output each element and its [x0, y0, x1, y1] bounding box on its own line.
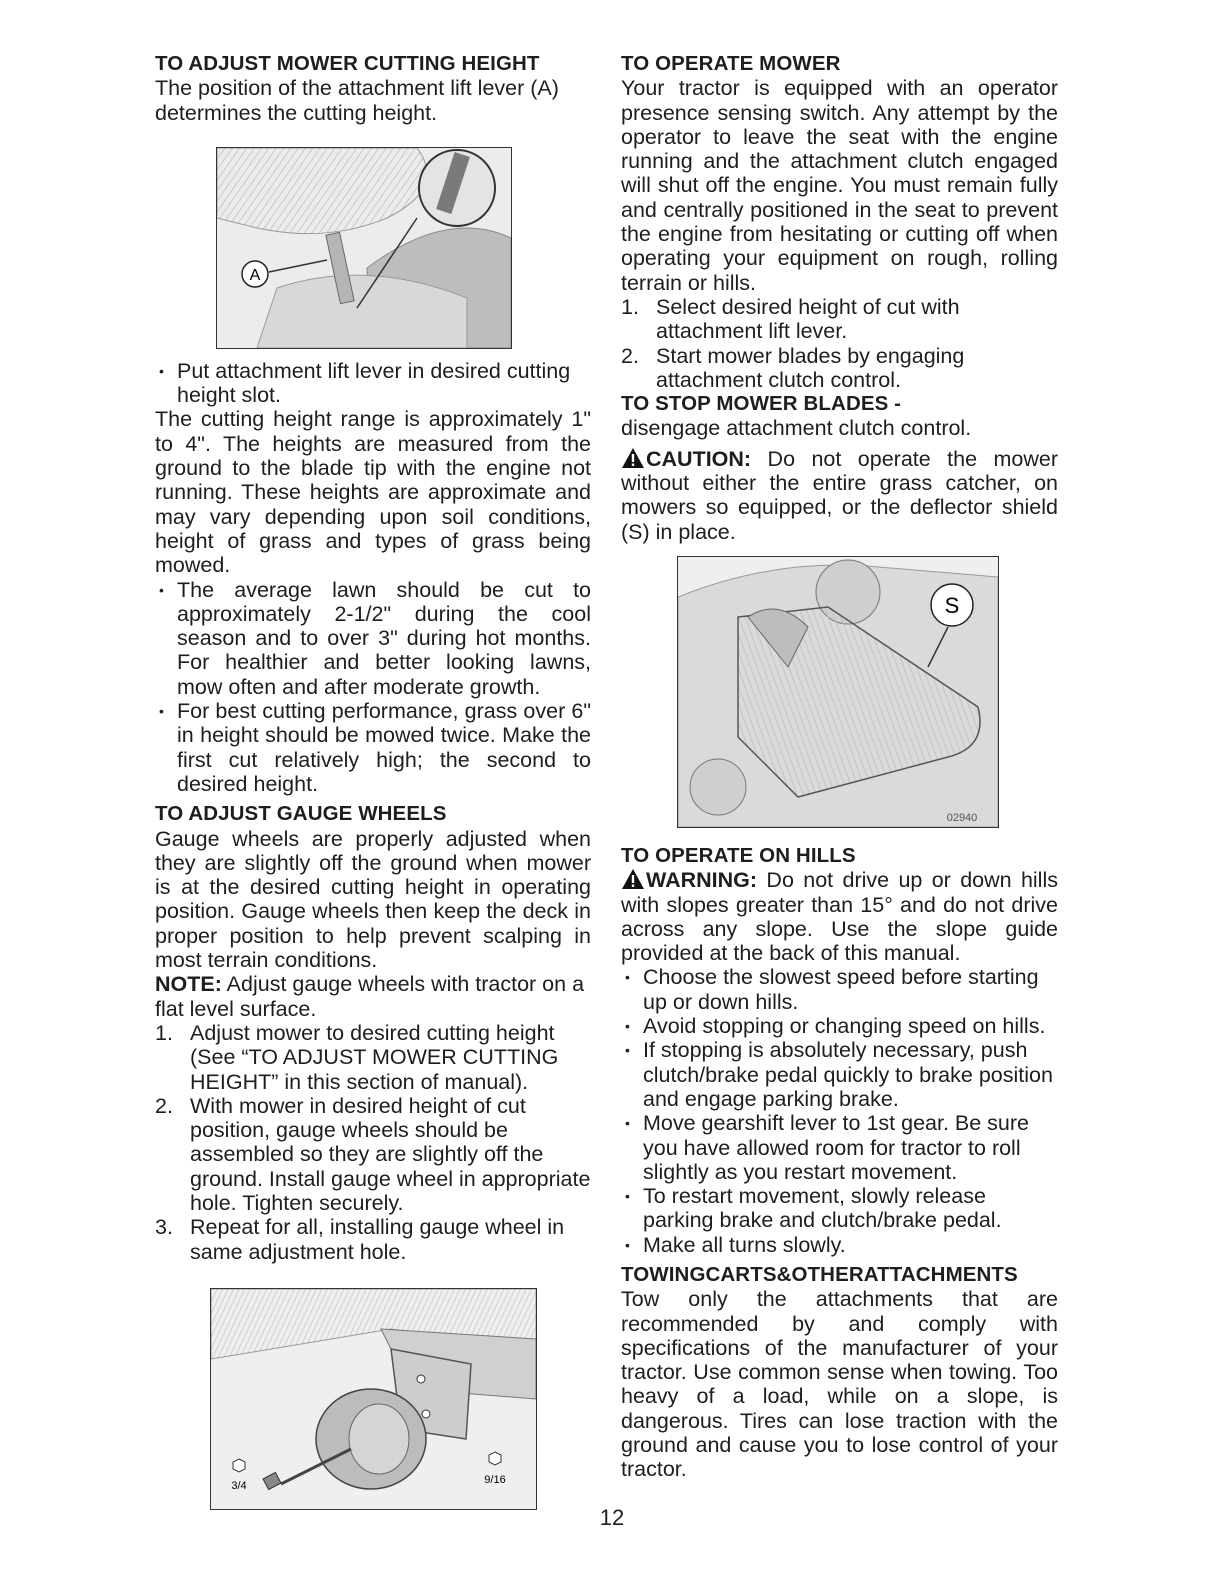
paragraph-stop-blades: disengage attachment clutch control. [621, 416, 972, 441]
bullet-average-lawn: • The average lawn should be cut to approximately 2-1/2" during the cool season and to over 3" during hot months. For healthier and better looking lawns, mow often and after moderate growth. [155, 578, 591, 699]
bullet-lift-lever: • Put attachment lift lever in desired cutting height slot. [155, 359, 591, 408]
figure-gauge-wheel [210, 1288, 537, 1510]
warning-text: Do not drive up or down hills with slopes greater than 15° and do not drive across any slope. Use the slope guide provided at the back of this manual. [621, 868, 1058, 966]
nut-3-4-icon [233, 1459, 245, 1472]
page-number: 12 [599, 1505, 625, 1530]
deflector-shield-illustration [678, 557, 998, 827]
figure-code: 02940 [946, 811, 978, 824]
paragraph-cutting-height: The position of the attachment lift lever (A) determines the cutting height. [155, 76, 559, 125]
nut-9-16-icon [489, 1452, 501, 1465]
step-2: 2. With mower in desired height of cut position, gauge wheels should be assembled so they are slightly off the ground. Install gauge wheel in appropriate hole. Tighten securely. [155, 1093, 591, 1215]
shield-label-s: S [944, 592, 960, 618]
heading-operate-mower: TO OPERATE MOWER [621, 52, 841, 75]
hill-bullet: • Avoid stopping or changing speed on hills. [621, 1014, 1058, 1038]
bullet-best-performance: • For best cutting performance, grass over 6" in height should be mowed twice. Make the first cut relatively high; the second to desired height. [155, 699, 591, 796]
figure-attachment-lift-lever [216, 147, 512, 349]
note [155, 972, 591, 1021]
caution-block [621, 447, 1058, 544]
warning-block [621, 868, 1058, 965]
heading-towing-carts: TOWINGCARTS&OTHERATTACHMENTS [621, 1262, 1018, 1286]
gauge-wheel-illustration [211, 1289, 536, 1509]
operate-step-2: 2. Start mower blades by engaging attachment clutch control. [621, 343, 965, 392]
caution-text: Do not operate the mower without either the entire grass catcher, on mowers so equipped, or the deflector shield (S) in place. [621, 446, 1058, 544]
note-text: Adjust gauge wheels with tractor on a flat level surface. [155, 972, 585, 1021]
step-3: 3. Repeat for all, installing gauge wheel in same adjustment hole. [155, 1215, 565, 1264]
caution-triangle-icon [621, 447, 645, 469]
heading-adjust-cutting-height: TO ADJUST MOWER CUTTING HEIGHT [155, 52, 540, 75]
hill-bullet: • To restart movement, slowly release parking brake and clutch/brake pedal. [621, 1184, 1058, 1233]
note-label: NOTE: [155, 972, 222, 997]
right-column [621, 52, 1058, 1482]
heading-operate-on-hills: TO OPERATE ON HILLS [621, 843, 856, 867]
caution-label: CAUTION: [646, 446, 752, 471]
lift-lever-illustration [217, 148, 511, 348]
size-label-9-16: 9/16 [484, 1473, 506, 1486]
hill-bullet: • Move gearshift lever to 1st gear. Be sure you have allowed room for tractor to roll slightly as you restart movement. [621, 1111, 1058, 1184]
heading-stop-blades: TO STOP MOWER BLADES - [621, 392, 902, 416]
lever-label-a: A [249, 266, 261, 284]
hill-bullet: • Choose the slowest speed before starting up or down hills. [621, 965, 1058, 1014]
operate-step-1: 1. Select desired height of cut with attachment lift lever. [621, 294, 960, 344]
hill-bullet: • If stopping is absolutely necessary, push clutch/brake pedal quickly to brake position and engage parking brake. [621, 1038, 1058, 1111]
step-1: 1. Adjust mower to desired cutting height (See “TO ADJUST MOWER CUTTING HEIGHT” in this section of manual). [155, 1020, 559, 1094]
figure-deflector-shield [677, 556, 999, 828]
warning-label: WARNING: [646, 868, 758, 893]
warning-triangle-icon [621, 868, 645, 890]
heading-adjust-gauge-wheels: TO ADJUST GAUGE WHEELS [155, 802, 447, 826]
paragraph-height-range: The cutting height range is approximately 1" to 4". The heights are measured from the ground to the blade tip with the engine not running. These heights are approximate and may vary depending upon soil conditions, height of grass and types of grass being mowed. [155, 407, 591, 578]
paragraph-towing: Tow only the attachments that are recommended by and comply with specifications of the manufacturer of your tractor. Use common sense when towing. Too heavy of a load, while on a slope, is dangerous. Tires can lose traction with the ground and cause you to lose control of your tractor. [621, 1287, 1058, 1482]
hill-bullet: • Make all turns slowly. [621, 1233, 1058, 1257]
size-label-3-4: 3/4 [231, 1479, 247, 1492]
left-column [155, 52, 591, 1510]
paragraph-gauge-wheels: Gauge wheels are properly adjusted when they are slightly off the ground when mower is at the desired cutting height in operating position. Gauge wheels then keep the deck in proper position to help prevent scalping in most terrain conditions. [155, 826, 591, 973]
paragraph-operate-mower: Your tractor is equipped with an operator presence sensing switch. Any attempt by the operator to leave the seat with the engine running and the attachment clutch engaged will shut off the engine. You must remain fully and centrally positioned in the seat to prevent the engine from hesitating or cutting off when operating your equipment on rough, rolling terrain or hills. [621, 76, 1058, 295]
